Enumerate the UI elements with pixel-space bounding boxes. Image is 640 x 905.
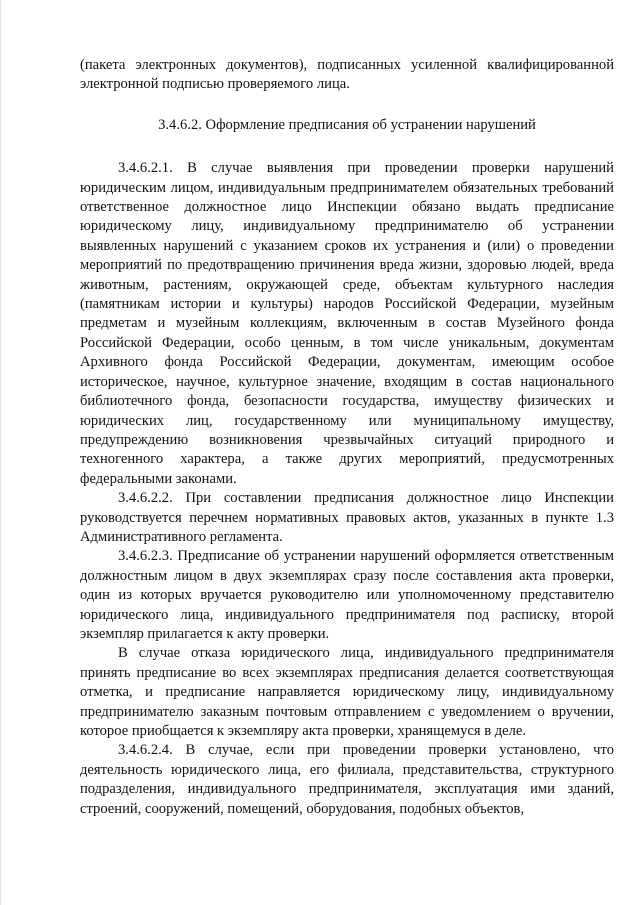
document-body xyxy=(80,56,614,819)
paragraph-3-4-6-2-3: 3.4.6.2.3. Предписание об устранении нарушений оформляется ответственным должностным лицом в двух экземплярах сразу после составления акта проверки, один из которых вручается руководителю или уполномоченному представителю юридического лица, индивидуального предпринимателя под расписку, второй экземпляр прилагается к акту проверки. xyxy=(80,548,614,642)
section-heading: 3.4.6.2. Оформление предписания об устранении нарушений xyxy=(158,116,536,133)
scan-edge xyxy=(0,0,1,905)
paragraph-3-4-6-2-1: 3.4.6.2.1. В случае выявления при проведении проверки нарушений юридическим лицом, индивидуальным предпринимателем обязательных требований ответственное должностное лицо Инспекции обязано выдать предписание юридическому лицу, индивидуальному предпринимателю об устранении выявленных нарушений с указанием сроков их устранения и (или) о проведении мероприятий по предотвращению причинения вреда жизни, здоровью людей, вреда животным, растениям, окружающей среде, объектам культурного наследия (памятникам истории и культуры) народов Российской Федерации, музейным предметам и музейным коллекциям, включенным в состав Музейного фонда Российской Федерации, особо ценным, в том числе уникальным, документам Архивного фонда Российской Федерации, документам, имеющим особое историческое, научное, культурное значение, входящим в состав национального библиотечного фонда, безопасности государства, имуществу физических и юридических лиц, государственному или муниципальному имуществу, предупреждению возникновения чрезвычайных ситуаций природного и техногенного характера, а также других мероприятий, предусмотренных федеральными законами. xyxy=(80,160,614,487)
paragraph-continuation: (пакета электронных документов), подписанных усиленной квалифицированной электронной подписью проверяемого лица. xyxy=(80,57,614,93)
paragraph-3-4-6-2-4: 3.4.6.2.4. В случае, если при проведении проверки установлено, что деятельность юридического лица, его филиала, представительства, структурного подразделения, индивидуального предпринимателя, эксплуатация ими зданий, строений, сооружений, помещений, оборудования, подобных объектов, xyxy=(80,742,614,817)
paragraph-refusal: В случае отказа юридического лица, индивидуального предпринимателя принять предписание во всех экземплярах предписания делается соответствующая отметка, и предписание направляется юридическому лицу, индивидуальному предпринимателю заказным почтовым отправлением с уведомлением о вручении, которое приобщается к экземпляру акта проверки, хранящемуся в деле. xyxy=(80,645,614,739)
paragraph-3-4-6-2-2: 3.4.6.2.2. При составлении предписания должностное лицо Инспекции руководствуется перечнем нормативных правовых актов, указанных в пункте 1.3 Административного регламента. xyxy=(80,490,614,545)
